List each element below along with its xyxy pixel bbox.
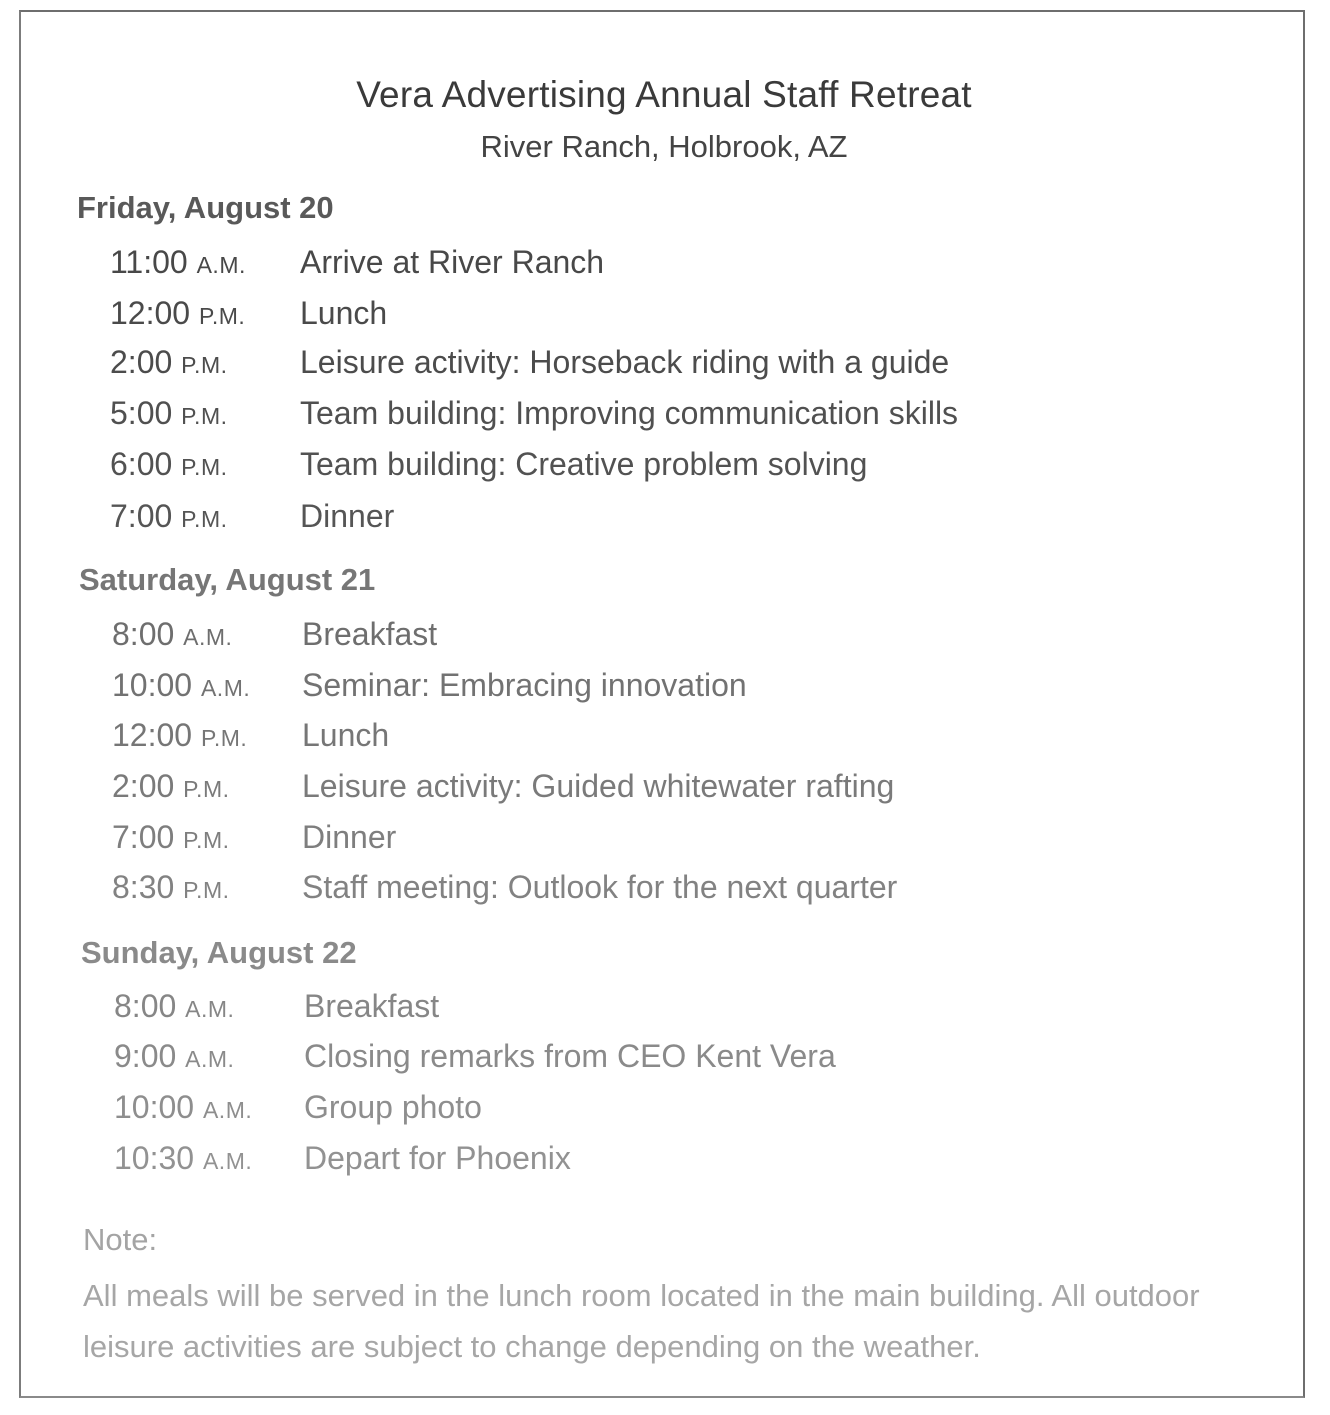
schedule-document bbox=[19, 10, 1305, 1398]
event-time bbox=[112, 819, 230, 856]
event-time-value: 9:00 bbox=[114, 1038, 177, 1074]
event-time-value: 11:00 bbox=[110, 244, 188, 280]
event-activity: Team building: Creative problem solving bbox=[300, 446, 868, 482]
event-activity: Staff meeting: Outlook for the next quarter bbox=[302, 869, 898, 905]
event-time-period: P.M. bbox=[181, 454, 228, 480]
note-text: All meals will be served in the lunch room located in the main building. All outdoor leisure activities are subject to change depending on the weather. bbox=[83, 1278, 1200, 1364]
event-time bbox=[110, 244, 246, 281]
event-activity: Leisure activity: Guided whitewater rafting bbox=[302, 768, 895, 804]
event-time bbox=[112, 717, 247, 754]
event-time bbox=[110, 395, 228, 432]
day-heading: Sunday, August 22 bbox=[81, 935, 357, 970]
event-time bbox=[112, 667, 250, 704]
event-time-period: P.M. bbox=[183, 776, 230, 802]
event-time bbox=[110, 446, 228, 483]
event-time-period: A.M. bbox=[196, 252, 246, 278]
event-time-period: P.M. bbox=[200, 725, 248, 751]
event-time bbox=[110, 498, 228, 535]
event-time-value: 8:30 bbox=[112, 869, 175, 905]
event-time-period: A.M. bbox=[202, 1097, 253, 1123]
event-time-value: 2:00 bbox=[112, 768, 175, 804]
event-time bbox=[110, 295, 245, 332]
event-time bbox=[112, 616, 232, 653]
event-activity: Dinner bbox=[300, 498, 395, 534]
event-time-value: 12:00 bbox=[110, 295, 191, 331]
event-time-value: 2:00 bbox=[110, 344, 173, 380]
event-time bbox=[112, 869, 230, 906]
event-time-period: A.M. bbox=[185, 996, 235, 1022]
event-time-value: 10:00 bbox=[112, 667, 193, 703]
event-time bbox=[114, 1038, 234, 1075]
event-time-value: 8:00 bbox=[112, 616, 175, 652]
event-time-period: P.M. bbox=[181, 352, 228, 378]
event-time-period: P.M. bbox=[181, 506, 228, 532]
event-time bbox=[114, 988, 234, 1025]
event-time-period: P.M. bbox=[183, 877, 230, 903]
event-time-value: 10:00 bbox=[114, 1089, 195, 1125]
event-time-period: A.M. bbox=[200, 675, 251, 701]
event-activity: Breakfast bbox=[302, 616, 438, 652]
event-time-period: A.M. bbox=[202, 1148, 253, 1174]
event-time-period: A.M. bbox=[185, 1046, 235, 1072]
event-time-value: 6:00 bbox=[110, 446, 173, 482]
event-time-value: 10:30 bbox=[114, 1140, 195, 1176]
event-time-value: 7:00 bbox=[112, 819, 175, 855]
event-time-value: 12:00 bbox=[112, 717, 193, 753]
event-time-period: P.M. bbox=[198, 303, 246, 329]
event-time-value: 7:00 bbox=[110, 498, 173, 534]
day-heading: Friday, August 20 bbox=[77, 190, 334, 225]
event-activity: Arrive at River Ranch bbox=[300, 244, 605, 280]
event-activity: Lunch bbox=[300, 295, 388, 331]
document-title: Vera Advertising Annual Staff Retreat bbox=[356, 74, 972, 115]
event-activity: Team building: Improving communication skills bbox=[300, 395, 959, 431]
event-activity: Seminar: Embracing innovation bbox=[302, 667, 747, 703]
event-activity: Group photo bbox=[304, 1089, 482, 1125]
event-activity: Dinner bbox=[302, 819, 397, 855]
day-heading: Saturday, August 21 bbox=[79, 562, 376, 597]
event-time-value: 5:00 bbox=[110, 395, 173, 431]
note-label: Note: bbox=[83, 1222, 158, 1257]
event-time-value: 8:00 bbox=[114, 988, 177, 1024]
event-activity: Lunch bbox=[302, 717, 390, 753]
event-activity: Leisure activity: Horseback riding with a guide bbox=[300, 344, 950, 380]
event-time bbox=[112, 768, 230, 805]
event-activity: Depart for Phoenix bbox=[304, 1140, 571, 1176]
event-time bbox=[114, 1089, 252, 1126]
event-time-period: P.M. bbox=[183, 827, 230, 853]
event-activity: Breakfast bbox=[304, 988, 440, 1024]
event-time bbox=[114, 1140, 252, 1177]
event-time-period: P.M. bbox=[181, 403, 228, 429]
document-location: River Ranch, Holbrook, AZ bbox=[480, 129, 848, 164]
event-time-period: A.M. bbox=[183, 624, 233, 650]
event-time bbox=[110, 344, 228, 381]
event-activity: Closing remarks from CEO Kent Vera bbox=[304, 1038, 836, 1074]
